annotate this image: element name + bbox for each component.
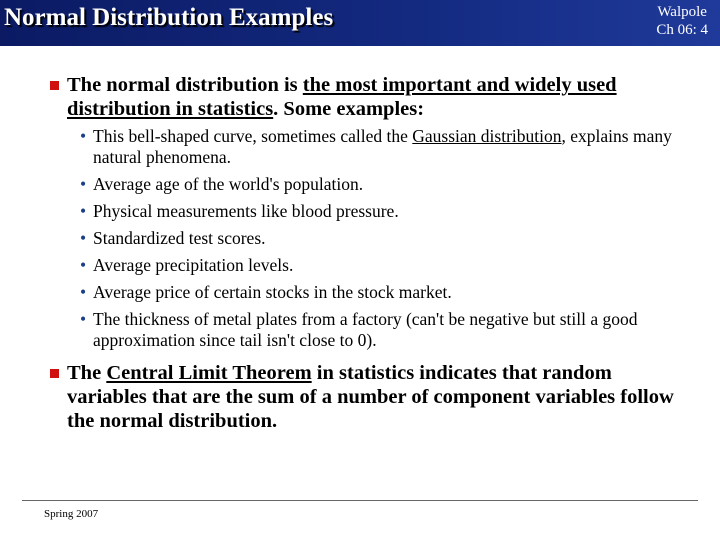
list-item: • Physical measurements like blood pressure. (80, 201, 399, 221)
square-bullet-icon (50, 81, 59, 90)
main-bullet-2 (50, 361, 680, 433)
bullet-dot-icon: • (80, 255, 87, 275)
bullet-dot-icon: • (80, 174, 87, 194)
example-list (67, 126, 680, 351)
list-item: • Standardized test scores. (80, 228, 266, 248)
list-item: • Average price of certain stocks in the stock market. (80, 282, 452, 302)
square-bullet-icon (50, 369, 59, 378)
list-item: • This bell-shaped curve, sometimes called the Gaussian distribution, explains many natural phenomena. (80, 126, 672, 167)
main-bullet-1 (50, 73, 680, 351)
corner-chapter: Ch 06: 4 (656, 22, 708, 38)
footer-date: Spring 2007 (44, 508, 99, 520)
bullet-dot-icon: • (80, 201, 87, 221)
bullet-dot-icon: • (80, 228, 87, 248)
slide-content (50, 73, 680, 443)
list-item: • The thickness of metal plates from a factory (can't be negative but still a good approximation since tail isn't close to 0). (80, 309, 638, 350)
corner-label (656, 3, 708, 39)
footer-divider (22, 500, 698, 501)
bullet-dot-icon: • (80, 126, 87, 146)
hyperlink-important-distribution[interactable]: the most important and widely used distribution in statistics (67, 74, 617, 120)
hyperlink-gaussian[interactable]: Gaussian distribution (412, 126, 562, 146)
bullet2-text: The Central Limit Theorem in statistics indicates that random variables that are the sum of a number of component variables follow the normal distribution. (67, 362, 674, 432)
bullet-dot-icon: • (80, 309, 87, 329)
hyperlink-central-limit-theorem[interactable]: Central Limit Theorem (106, 362, 312, 384)
bullet-dot-icon: • (80, 282, 87, 302)
corner-author: Walpole (657, 4, 707, 20)
title-bar (0, 0, 720, 46)
list-item: • Average age of the world's population. (80, 174, 364, 194)
list-item: • Average precipitation levels. (80, 255, 294, 275)
bullet1-text: The normal distribution is the most important and widely used distribution in statistics. Some examples: (67, 74, 617, 120)
slide-title: Normal Distribution Examples (4, 4, 334, 31)
